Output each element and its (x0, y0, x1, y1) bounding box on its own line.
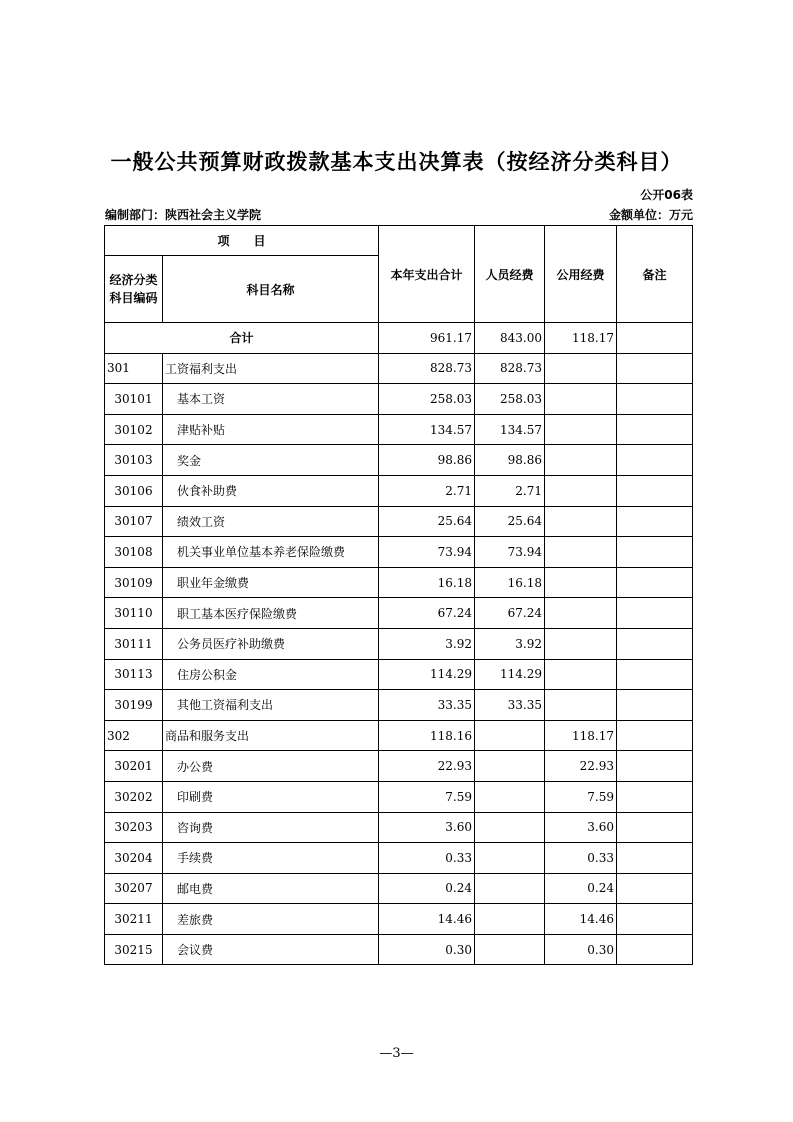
row-public (545, 506, 617, 537)
row-personnel (475, 934, 545, 965)
table-row (105, 904, 693, 935)
table-row (105, 873, 693, 904)
row-personnel (475, 720, 545, 751)
expenditure-table (104, 225, 693, 965)
row-code: 30201 (105, 751, 163, 782)
row-public: 118.17 (545, 720, 617, 751)
header-name: 科目名称 (163, 256, 379, 323)
row-name: 邮电费 (163, 873, 379, 904)
row-total: 2.71 (379, 475, 475, 506)
table-row (105, 751, 693, 782)
row-note (617, 781, 693, 812)
row-personnel: 33.35 (475, 690, 545, 721)
table-row (105, 537, 693, 568)
row-public: 7.59 (545, 781, 617, 812)
row-name: 会议费 (163, 934, 379, 965)
row-note (617, 720, 693, 751)
row-code: 30215 (105, 934, 163, 965)
row-total: 25.64 (379, 506, 475, 537)
amount-unit-label: 金额单位：万元 (608, 208, 693, 222)
row-total: 134.57 (379, 414, 475, 445)
total-personnel: 843.00 (475, 323, 545, 354)
row-note (617, 445, 693, 476)
row-name: 手续费 (163, 843, 379, 874)
total-public: 118.17 (545, 323, 617, 354)
row-name: 机关事业单位基本养老保险缴费 (163, 537, 379, 568)
row-code: 30204 (105, 843, 163, 874)
header-note: 备注 (617, 226, 693, 323)
row-note (617, 934, 693, 965)
row-name: 津贴补贴 (163, 414, 379, 445)
row-note (617, 904, 693, 935)
row-public: 0.33 (545, 843, 617, 874)
row-personnel: 3.92 (475, 628, 545, 659)
table-row (105, 414, 693, 445)
header-row-1 (105, 226, 693, 256)
row-personnel: 67.24 (475, 598, 545, 629)
row-code: 30203 (105, 812, 163, 843)
table-row (105, 781, 693, 812)
table-row (105, 475, 693, 506)
row-code: 30103 (105, 445, 163, 476)
row-personnel: 134.57 (475, 414, 545, 445)
row-personnel: 25.64 (475, 506, 545, 537)
header-personnel: 人员经费 (475, 226, 545, 323)
row-code: 30211 (105, 904, 163, 935)
row-personnel: 114.29 (475, 659, 545, 690)
row-code: 30110 (105, 598, 163, 629)
row-public (545, 353, 617, 384)
row-note (617, 567, 693, 598)
row-code: 30207 (105, 873, 163, 904)
total-amount: 961.17 (379, 323, 475, 354)
table-row (105, 843, 693, 874)
row-total: 7.59 (379, 781, 475, 812)
row-total: 258.03 (379, 384, 475, 415)
table-row (105, 445, 693, 476)
table-row (105, 384, 693, 415)
row-note (617, 751, 693, 782)
row-public (545, 567, 617, 598)
row-code: 301 (105, 353, 163, 384)
row-name: 职工基本医疗保险缴费 (163, 598, 379, 629)
row-personnel: 828.73 (475, 353, 545, 384)
row-public (545, 475, 617, 506)
row-personnel (475, 781, 545, 812)
row-code: 30113 (105, 659, 163, 690)
row-total: 114.29 (379, 659, 475, 690)
row-total: 0.24 (379, 873, 475, 904)
row-personnel (475, 751, 545, 782)
row-public (545, 598, 617, 629)
row-note (617, 659, 693, 690)
row-note (617, 414, 693, 445)
page-title: 一般公共预算财政拨款基本支出决算表（按经济分类科目） (110, 150, 683, 174)
row-note (617, 506, 693, 537)
row-personnel (475, 904, 545, 935)
row-code: 302 (105, 720, 163, 751)
row-name: 印刷费 (163, 781, 379, 812)
row-public: 0.24 (545, 873, 617, 904)
row-total: 118.16 (379, 720, 475, 751)
row-code: 30199 (105, 690, 163, 721)
row-personnel: 258.03 (475, 384, 545, 415)
row-code: 30111 (105, 628, 163, 659)
row-note (617, 812, 693, 843)
row-name: 办公费 (163, 751, 379, 782)
header-item: 项 目 (105, 226, 379, 256)
row-personnel (475, 873, 545, 904)
row-public: 0.30 (545, 934, 617, 965)
row-total: 22.93 (379, 751, 475, 782)
row-total: 98.86 (379, 445, 475, 476)
row-public (545, 384, 617, 415)
table-row (105, 353, 693, 384)
table-row (105, 598, 693, 629)
table-row (105, 567, 693, 598)
row-name: 商品和服务支出 (163, 720, 379, 751)
row-public (545, 659, 617, 690)
row-code: 30202 (105, 781, 163, 812)
row-total: 3.60 (379, 812, 475, 843)
row-total: 0.30 (379, 934, 475, 965)
row-personnel (475, 843, 545, 874)
row-name: 伙食补助费 (163, 475, 379, 506)
row-note (617, 628, 693, 659)
row-public (545, 628, 617, 659)
row-name: 公务员医疗补助缴费 (163, 628, 379, 659)
row-name: 住房公积金 (163, 659, 379, 690)
table-row (105, 628, 693, 659)
row-name: 工资福利支出 (163, 353, 379, 384)
row-total: 67.24 (379, 598, 475, 629)
row-code: 30107 (105, 506, 163, 537)
row-name: 基本工资 (163, 384, 379, 415)
row-public: 14.46 (545, 904, 617, 935)
row-personnel: 73.94 (475, 537, 545, 568)
row-name: 咨询费 (163, 812, 379, 843)
row-personnel: 98.86 (475, 445, 545, 476)
row-note (617, 475, 693, 506)
table-row (105, 720, 693, 751)
row-personnel: 16.18 (475, 567, 545, 598)
row-total: 0.33 (379, 843, 475, 874)
row-note (617, 384, 693, 415)
department-label: 编制部门：陕西社会主义学院 (105, 208, 262, 222)
row-name: 其他工资福利支出 (163, 690, 379, 721)
total-row (105, 323, 693, 354)
row-total: 3.92 (379, 628, 475, 659)
row-note (617, 598, 693, 629)
form-number: 公开06表 (640, 188, 693, 202)
row-personnel (475, 812, 545, 843)
row-code: 30102 (105, 414, 163, 445)
row-name: 差旅费 (163, 904, 379, 935)
row-personnel: 2.71 (475, 475, 545, 506)
row-note (617, 843, 693, 874)
table-row (105, 506, 693, 537)
row-public (545, 445, 617, 476)
header-total: 本年支出合计 (379, 226, 475, 323)
row-total: 73.94 (379, 537, 475, 568)
row-note (617, 873, 693, 904)
row-name: 奖金 (163, 445, 379, 476)
table-row (105, 812, 693, 843)
table-row (105, 659, 693, 690)
row-public (545, 537, 617, 568)
row-code: 30106 (105, 475, 163, 506)
table-row (105, 934, 693, 965)
row-public (545, 690, 617, 721)
row-code: 30108 (105, 537, 163, 568)
total-note (617, 323, 693, 354)
table-row (105, 690, 693, 721)
header-code: 经济分类科目编码 (105, 256, 163, 323)
header-public: 公用经费 (545, 226, 617, 323)
page-number: —3— (379, 1046, 414, 1061)
row-code: 30101 (105, 384, 163, 415)
row-total: 33.35 (379, 690, 475, 721)
total-label: 合计 (105, 323, 379, 354)
row-name: 职业年金缴费 (163, 567, 379, 598)
row-public: 3.60 (545, 812, 617, 843)
row-total: 14.46 (379, 904, 475, 935)
row-note (617, 690, 693, 721)
row-note (617, 537, 693, 568)
row-note (617, 353, 693, 384)
row-name: 绩效工资 (163, 506, 379, 537)
row-total: 828.73 (379, 353, 475, 384)
row-public (545, 414, 617, 445)
row-total: 16.18 (379, 567, 475, 598)
row-code: 30109 (105, 567, 163, 598)
row-public: 22.93 (545, 751, 617, 782)
